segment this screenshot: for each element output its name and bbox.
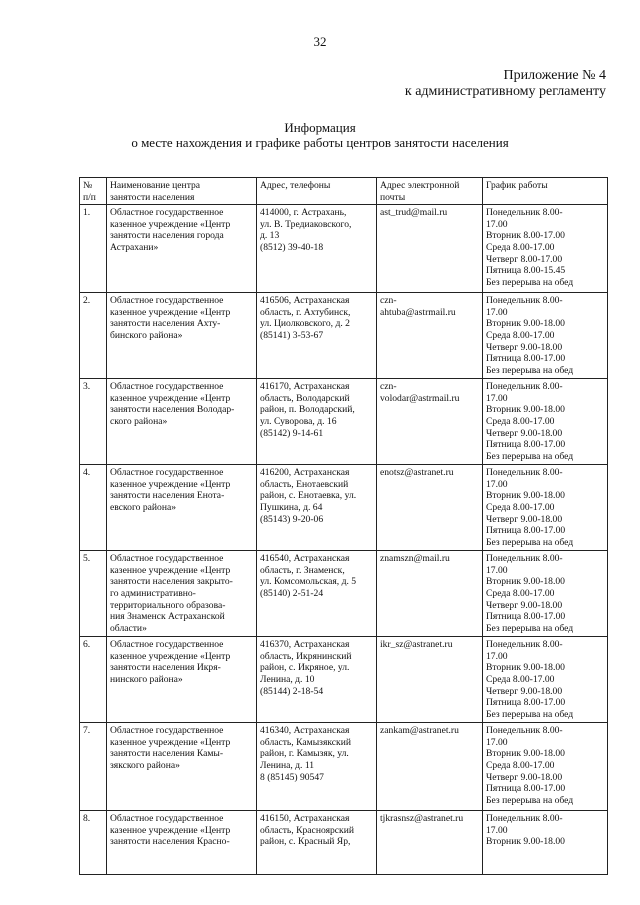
center-schedule-line: Понедельник 8.00- — [486, 553, 563, 565]
center-address-line: Ленина, д. 10 — [260, 673, 315, 685]
center-schedule-line: Без перерыва на обед — [486, 536, 574, 548]
center-name-line: области» — [110, 622, 147, 634]
header-name — [107, 178, 257, 205]
center-schedule-line: Четверг 8.00-17.00 — [486, 253, 563, 265]
center-address-line: Пушкина, д. 64 — [260, 501, 323, 513]
row-number: 1. — [80, 205, 107, 293]
table-row — [80, 379, 608, 465]
center-address-line: (85140) 2-51-24 — [260, 587, 324, 599]
center-address-line: район, с. Енотаевка, ул. — [260, 490, 357, 502]
center-address — [257, 293, 377, 379]
center-address-line: область, Икрянинский — [260, 650, 352, 662]
row-number: 7. — [80, 723, 107, 811]
center-name-line: казенное учреждение «Центр — [110, 306, 231, 318]
center-name-line: занятости населения Красно- — [110, 836, 230, 848]
center-schedule-line: Вторник 9.00-18.00 — [486, 318, 565, 330]
center-address-line: 416370, Астраханская — [260, 639, 350, 651]
center-address-line: ул. В. Тредиаковского, — [260, 218, 352, 230]
center-name-line: казенное учреждение «Центр — [110, 650, 231, 662]
center-schedule-line: Среда 8.00-17.00 — [486, 673, 555, 685]
center-schedule-line: Понедельник 8.00- — [486, 295, 563, 307]
center-email — [377, 205, 483, 293]
center-address-line: (85143) 9-20-06 — [260, 513, 324, 525]
center-schedule-line: 17.00 — [486, 650, 508, 662]
center-email-line: tjkrasnsz@astranet.ru — [380, 813, 464, 825]
center-email-line: volodar@astrmail.ru — [380, 392, 460, 404]
center-name-line: го административно- — [110, 587, 196, 599]
center-schedule — [483, 723, 608, 811]
center-schedule-line: 17.00 — [486, 736, 508, 748]
header-email — [377, 178, 483, 205]
center-schedule-line: Без перерыва на обед — [486, 794, 574, 806]
center-address-line: область, Камызякский — [260, 736, 351, 748]
center-name-line: казенное учреждение «Центр — [110, 564, 231, 576]
table-row — [80, 723, 608, 811]
document-heading — [0, 120, 640, 150]
center-name-line: ния Знаменск Астраханской — [110, 611, 225, 623]
center-schedule-line: 17.00 — [486, 478, 508, 490]
center-schedule-line: Вторник 9.00-18.00 — [486, 836, 565, 848]
center-schedule-line: Среда 8.00-17.00 — [486, 329, 555, 341]
center-schedule — [483, 811, 608, 875]
center-name — [107, 465, 257, 551]
header-schedule — [483, 178, 608, 205]
center-schedule-line: Четверг 9.00-18.00 — [486, 599, 563, 611]
center-email-line: ikr_sz@astranet.ru — [380, 639, 453, 651]
center-schedule-line: 17.00 — [486, 824, 508, 836]
center-name — [107, 723, 257, 811]
heading-subtitle: о месте нахождения и графике работы центров занятости населения — [131, 135, 509, 150]
center-address-line: район, п. Володарский, — [260, 404, 355, 416]
center-schedule-line: 17.00 — [486, 306, 508, 318]
page-number: 32 — [313, 34, 327, 49]
center-schedule-line: 17.00 — [486, 218, 508, 230]
center-email-line: czn- — [380, 295, 397, 307]
center-schedule-line: Без перерыва на обед — [486, 450, 574, 462]
table-body — [80, 178, 608, 875]
center-address-line: (8512) 39-40-18 — [260, 241, 324, 253]
center-name-line: казенное учреждение «Центр — [110, 478, 231, 490]
center-schedule-line: Пятница 8.00-17.00 — [486, 525, 566, 537]
center-schedule-line: Без перерыва на обед — [486, 622, 574, 634]
row-number: 5. — [80, 551, 107, 637]
center-name — [107, 811, 257, 875]
center-email — [377, 811, 483, 875]
center-schedule-line: Без перерыва на обед — [486, 708, 574, 720]
center-address-line: 416150, Астраханская — [260, 813, 350, 825]
center-email — [377, 637, 483, 723]
center-name-line: казенное учреждение «Центр — [110, 218, 231, 230]
header-name-line: Наименование центра — [110, 180, 201, 191]
page-bottom-margin — [0, 875, 640, 905]
center-name-line: ского района» — [110, 415, 168, 427]
center-address-line: д. 13 — [260, 230, 280, 242]
center-address — [257, 379, 377, 465]
center-name-line: занятости населения Ахту- — [110, 318, 221, 330]
table-row — [80, 205, 608, 293]
row-number: 4. — [80, 465, 107, 551]
row-number: 2. — [80, 293, 107, 379]
table-row — [80, 465, 608, 551]
center-schedule-line: Пятница 8.00-17.00 — [486, 353, 566, 365]
center-email — [377, 723, 483, 811]
center-schedule-line: Вторник 9.00-18.00 — [486, 404, 565, 416]
center-address-line: область, Володарский — [260, 392, 350, 404]
center-name-line: Областное государственное — [110, 553, 224, 565]
header-address-line: Адрес, телефоны — [260, 180, 331, 191]
header-num — [80, 178, 107, 205]
center-address-line: ул. Циолковского, д. 2 — [260, 318, 350, 330]
table-row — [80, 551, 608, 637]
center-schedule-line: Вторник 9.00-18.00 — [486, 662, 565, 674]
center-name-line: Областное государственное — [110, 295, 224, 307]
center-name-line: Областное государственное — [110, 813, 224, 825]
center-schedule-line: Понедельник 8.00- — [486, 725, 563, 737]
center-address — [257, 205, 377, 293]
center-address-line: область, Красноярский — [260, 824, 354, 836]
center-name-line: Областное государственное — [110, 207, 224, 219]
center-email — [377, 465, 483, 551]
employment-centers-table — [79, 177, 608, 875]
center-name-line: занятости населения Володар- — [110, 404, 235, 416]
center-name-line: Областное государственное — [110, 467, 224, 479]
center-name-line: занятости населения Икря- — [110, 662, 221, 674]
header-email-line: Адрес электронной — [380, 180, 460, 191]
appendix-header — [405, 68, 606, 100]
center-address-line: 416506, Астраханская — [260, 295, 350, 307]
center-email-line: zankam@astranet.ru — [380, 725, 459, 737]
center-name — [107, 379, 257, 465]
center-email-line: ahtuba@astrmail.ru — [380, 306, 456, 318]
center-address — [257, 551, 377, 637]
center-name-line: Областное государственное — [110, 639, 224, 651]
center-address-line: район, г. Камызяк, ул. — [260, 748, 349, 760]
center-name-line: Областное государственное — [110, 381, 224, 393]
center-email — [377, 379, 483, 465]
center-name — [107, 637, 257, 723]
center-email — [377, 293, 483, 379]
center-address-line: 416540, Астраханская — [260, 553, 350, 565]
table-row — [80, 811, 608, 875]
center-schedule-line: Вторник 9.00-18.00 — [486, 748, 565, 760]
header-schedule-line: График работы — [486, 180, 548, 191]
center-schedule — [483, 379, 608, 465]
center-address-line: район, с. Икряное, ул. — [260, 662, 350, 674]
center-schedule-line: Пятница 8.00-17.00 — [486, 611, 566, 623]
header-email-line: почты — [380, 191, 406, 203]
center-address-line: (85142) 9-14-61 — [260, 427, 324, 439]
center-name-line: Астрахани» — [110, 241, 159, 253]
center-schedule — [483, 551, 608, 637]
table-row — [80, 293, 608, 379]
center-schedule-line: Без перерыва на обед — [486, 276, 574, 288]
center-address-line: 8 (85145) 90547 — [260, 771, 324, 783]
center-address-line: 416170, Астраханская — [260, 381, 350, 393]
table-row — [80, 637, 608, 723]
center-schedule-line: Пятница 8.00-15.45 — [486, 265, 566, 277]
center-name-line: бинского района» — [110, 329, 183, 341]
center-schedule-line: Понедельник 8.00- — [486, 639, 563, 651]
row-number: 6. — [80, 637, 107, 723]
center-schedule-line: Понедельник 8.00- — [486, 207, 563, 219]
center-schedule-line: Среда 8.00-17.00 — [486, 587, 555, 599]
center-schedule-line: Четверг 9.00-18.00 — [486, 685, 563, 697]
center-address — [257, 465, 377, 551]
center-name — [107, 205, 257, 293]
center-schedule-line: Среда 8.00-17.00 — [486, 759, 555, 771]
center-address — [257, 637, 377, 723]
center-email-line: czn- — [380, 381, 397, 393]
header-num-line: п/п — [83, 191, 96, 203]
header-name-line: занятости населения — [110, 191, 195, 203]
center-schedule-line: Четверг 9.00-18.00 — [486, 771, 563, 783]
center-schedule — [483, 205, 608, 293]
center-address-line: 414000, г. Астрахань, — [260, 207, 347, 219]
center-address — [257, 723, 377, 811]
center-schedule-line: 17.00 — [486, 564, 508, 576]
center-address-line: район, с. Красный Яр, — [260, 836, 351, 848]
center-schedule-line: Пятница 8.00-17.00 — [486, 439, 566, 451]
center-schedule-line: Пятница 8.00-17.00 — [486, 783, 566, 795]
center-schedule-line: Пятница 8.00-17.00 — [486, 697, 566, 709]
center-name-line: территориального образова- — [110, 599, 226, 611]
center-schedule-line: Понедельник 8.00- — [486, 381, 563, 393]
center-email-line: ast_trud@mail.ru — [380, 207, 448, 219]
center-schedule-line: Среда 8.00-17.00 — [486, 241, 555, 253]
center-schedule-line: 17.00 — [486, 392, 508, 404]
center-name-line: евского района» — [110, 501, 177, 513]
center-address-line: 416200, Астраханская — [260, 467, 350, 479]
center-schedule-line: Вторник 8.00-17.00 — [486, 230, 565, 242]
center-address-line: (85141) 3-53-67 — [260, 329, 324, 341]
center-name-line: занятости населения города — [110, 230, 224, 242]
center-address-line: Ленина, д. 11 — [260, 759, 315, 771]
center-address-line: область, г. Знаменск, — [260, 564, 345, 576]
center-schedule-line: Вторник 9.00-18.00 — [486, 576, 565, 588]
center-name-line: занятости населения Камы- — [110, 748, 224, 760]
center-address-line: ул. Комсомольская, д. 5 — [260, 576, 357, 588]
center-schedule — [483, 293, 608, 379]
center-email — [377, 551, 483, 637]
center-name — [107, 551, 257, 637]
center-schedule-line: Четверг 9.00-18.00 — [486, 427, 563, 439]
center-schedule-line: Среда 8.00-17.00 — [486, 415, 555, 427]
center-schedule-line: Четверг 9.00-18.00 — [486, 513, 563, 525]
center-schedule — [483, 637, 608, 723]
center-address — [257, 811, 377, 875]
appendix-title: Приложение № 4 — [503, 68, 606, 83]
row-number: 8. — [80, 811, 107, 875]
center-name-line: занятости населения Енота- — [110, 490, 225, 502]
center-address-line: область, г. Ахтубинск, — [260, 306, 351, 318]
center-schedule-line: Среда 8.00-17.00 — [486, 501, 555, 513]
center-name-line: казенное учреждение «Центр — [110, 392, 231, 404]
center-address-line: (85144) 2-18-54 — [260, 685, 324, 697]
center-name-line: зякского района» — [110, 759, 180, 771]
center-address-line: ул. Суворова, д. 16 — [260, 415, 337, 427]
appendix-subtitle: к административному регламенту — [404, 84, 606, 99]
center-schedule — [483, 465, 608, 551]
center-schedule-line: Без перерыва на обед — [486, 364, 574, 376]
center-address-line: область, Енотаевский — [260, 478, 349, 490]
center-name-line: казенное учреждение «Центр — [110, 824, 231, 836]
center-name-line: казенное учреждение «Центр — [110, 736, 231, 748]
center-name-line: нинского района» — [110, 673, 183, 685]
center-name-line: Областное государственное — [110, 725, 224, 737]
center-schedule-line: Четверг 9.00-18.00 — [486, 341, 563, 353]
table-header-row — [80, 178, 608, 205]
center-schedule-line: Понедельник 8.00- — [486, 467, 563, 479]
header-num-line: № — [83, 180, 93, 191]
row-number: 3. — [80, 379, 107, 465]
center-schedule-line: Понедельник 8.00- — [486, 813, 563, 825]
center-email-line: enotsz@astranet.ru — [380, 467, 454, 479]
center-schedule-line: Вторник 9.00-18.00 — [486, 490, 565, 502]
center-email-line: znamszn@mail.ru — [380, 553, 450, 565]
heading-title: Информация — [284, 120, 356, 135]
center-name — [107, 293, 257, 379]
center-address-line: 416340, Астраханская — [260, 725, 350, 737]
center-name-line: занятости населения закрыто- — [110, 576, 233, 588]
header-address — [257, 178, 377, 205]
